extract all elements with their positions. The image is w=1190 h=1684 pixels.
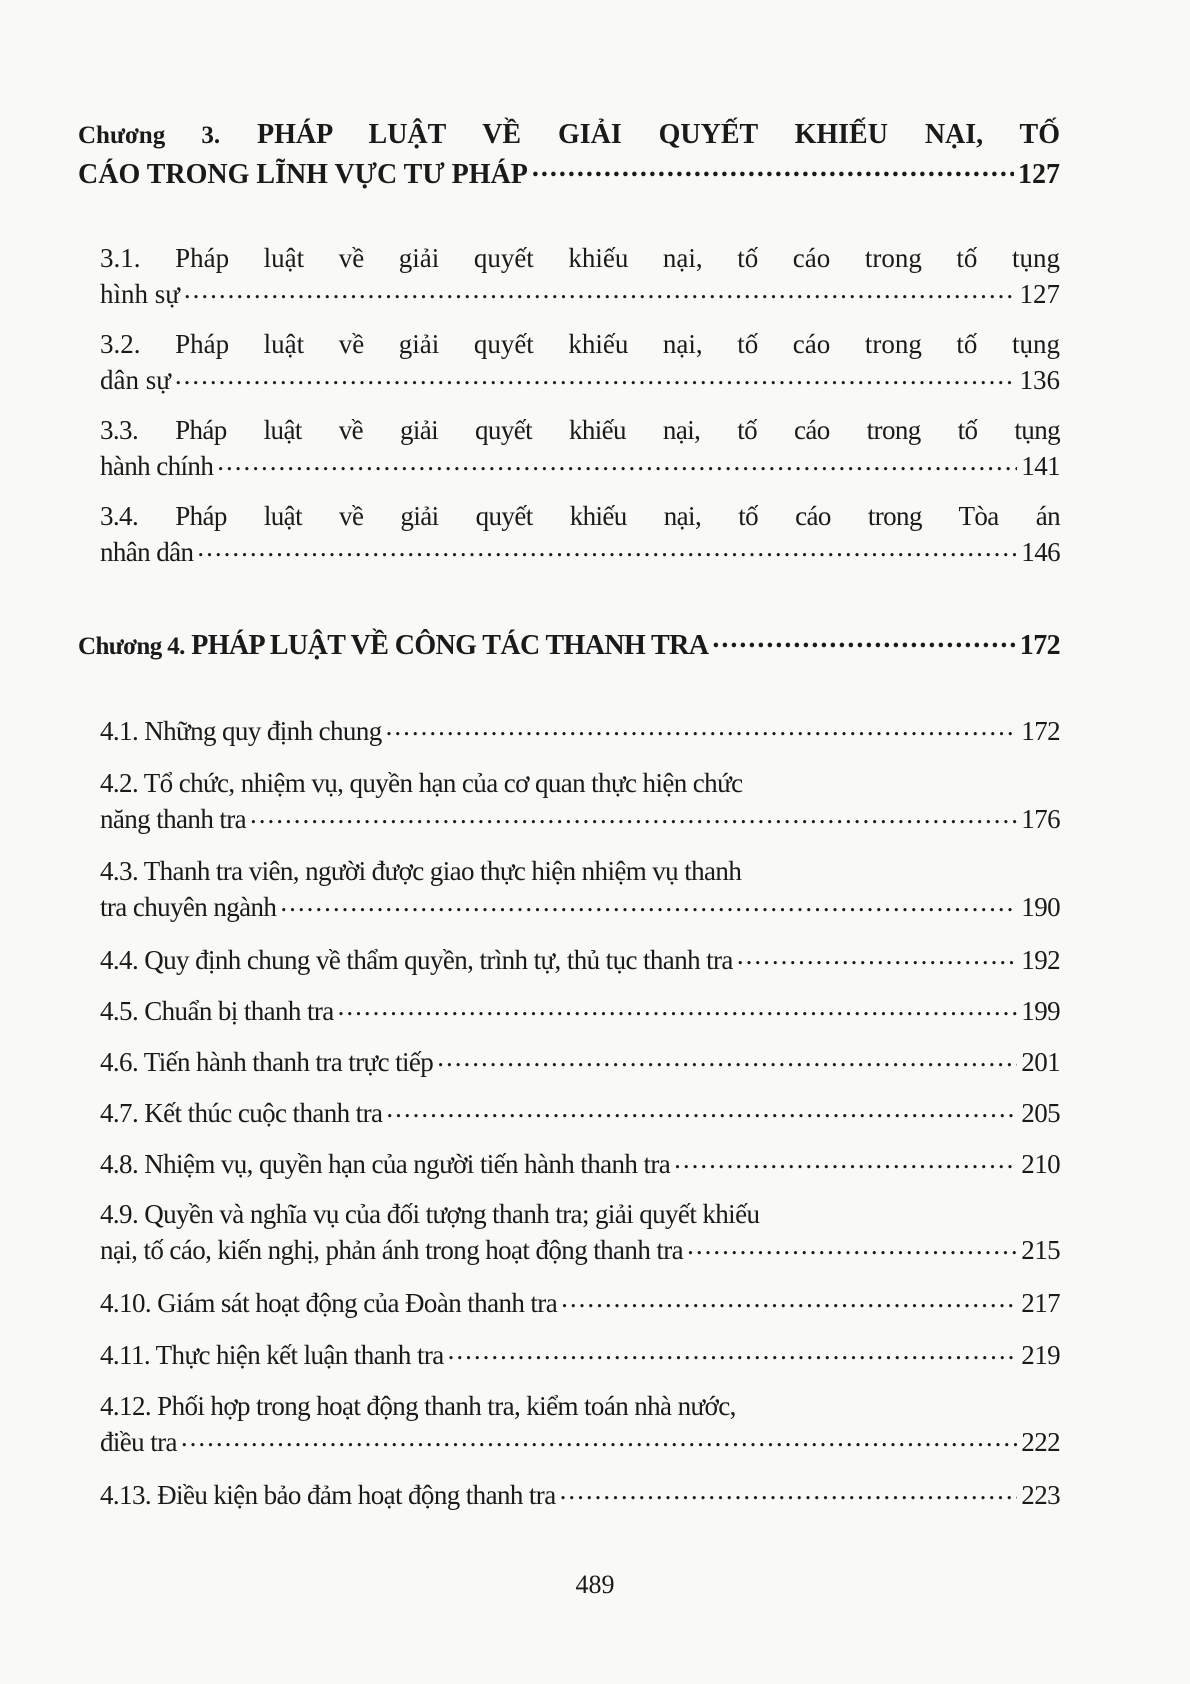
toc-entry-4-2 bbox=[100, 765, 1060, 837]
entry-leader-line bbox=[100, 1337, 1060, 1373]
entry-page: 176 bbox=[1021, 804, 1060, 834]
toc-entry-4-11 bbox=[100, 1337, 1060, 1373]
chapter-4-title-text: PHÁP LUẬT VỀ CÔNG TÁC THANH TRA bbox=[191, 630, 709, 661]
toc-entry-3-4 bbox=[100, 498, 1060, 570]
chapter-4-heading bbox=[78, 626, 1060, 666]
entry-title: 4.10. Giám sát hoạt động của Đoàn thanh tra bbox=[100, 1288, 558, 1318]
entry-leader-line bbox=[100, 713, 1060, 749]
dot-leader bbox=[737, 942, 1017, 969]
toc-entry-4-9 bbox=[100, 1196, 1060, 1268]
dot-leader bbox=[560, 1477, 1018, 1504]
dot-leader bbox=[437, 1044, 1017, 1071]
entry-leader-line bbox=[100, 1424, 1060, 1460]
entry-title-cont: hình sự bbox=[100, 279, 180, 309]
toc-entry-4-5 bbox=[100, 993, 1060, 1029]
entry-page: 146 bbox=[1021, 537, 1060, 567]
entry-title: 4.1. Những quy định chung bbox=[100, 716, 382, 746]
chapter-4-title bbox=[78, 627, 708, 666]
chapter-3-title-part1: PHÁP LUẬT VỀ GIẢI QUYẾT KHIẾU NẠI, TỐ bbox=[256, 119, 1060, 150]
dot-leader bbox=[338, 993, 1018, 1020]
entry-page: 127 bbox=[1019, 279, 1060, 309]
dot-leader bbox=[280, 889, 1017, 916]
entry-leader-line bbox=[100, 889, 1060, 925]
toc-entry-4-1 bbox=[100, 713, 1060, 749]
entry-leader-line bbox=[100, 534, 1060, 570]
entry-leader-line bbox=[100, 1146, 1060, 1182]
entry-leader-line bbox=[100, 942, 1060, 978]
chapter-4-prefix: Chương 4. bbox=[78, 633, 185, 660]
entry-title-cont: nại, tố cáo, kiến nghị, phản ánh trong hoạt động thanh tra bbox=[100, 1235, 684, 1265]
toc-entry-4-3 bbox=[100, 853, 1060, 925]
entry-title: 4.5. Chuẩn bị thanh tra bbox=[100, 996, 334, 1026]
chapter-3-title-part2: CÁO TRONG LĨNH VỰC TƯ PHÁP bbox=[78, 159, 528, 190]
entry-title: 3.4. Pháp luật về giải quyết khiếu nại, tố cáo trong Tòa án bbox=[100, 501, 1060, 531]
entry-page: 201 bbox=[1021, 1047, 1060, 1077]
dot-leader bbox=[217, 448, 1017, 475]
entry-leader-line bbox=[100, 993, 1060, 1029]
entry-title: 4.6. Tiến hành thanh tra trực tiếp bbox=[100, 1047, 434, 1077]
entry-title: 4.12. Phối hợp trong hoạt động thanh tra, kiểm toán nhà nước, bbox=[100, 1391, 736, 1421]
chapter-3-title-line2 bbox=[78, 155, 1060, 194]
chapter-4-title-line bbox=[78, 626, 1060, 666]
entry-title: 4.13. Điều kiện bảo đảm hoạt động thanh tra bbox=[100, 1480, 556, 1510]
entry-page: 136 bbox=[1019, 365, 1060, 395]
entry-title-cont: điều tra bbox=[100, 1427, 177, 1457]
entry-leader-line bbox=[100, 1477, 1060, 1513]
entry-page: 199 bbox=[1021, 996, 1060, 1026]
chapter-3-title-line1 bbox=[78, 116, 1060, 155]
entry-page: 223 bbox=[1021, 1480, 1060, 1510]
entry-title: 4.2. Tổ chức, nhiệm vụ, quyền hạn của cơ quan thực hiện chức bbox=[100, 768, 743, 798]
chapter-3-heading bbox=[78, 116, 1060, 194]
dot-leader bbox=[561, 1285, 1017, 1312]
entry-title: 4.9. Quyền và nghĩa vụ của đối tượng thanh tra; giải quyết khiếu bbox=[100, 1199, 760, 1229]
chapter-3-page: 127 bbox=[1018, 159, 1060, 190]
toc-entry-4-13 bbox=[100, 1477, 1060, 1513]
entry-leader-line bbox=[100, 448, 1060, 484]
dot-leader bbox=[687, 1232, 1017, 1259]
dot-leader bbox=[197, 534, 1017, 561]
entry-title-cont: hành chính bbox=[100, 451, 214, 481]
entry-leader-line bbox=[100, 1232, 1060, 1268]
entry-page: 205 bbox=[1021, 1098, 1060, 1128]
entry-title: 4.3. Thanh tra viên, người được giao thực hiện nhiệm vụ thanh bbox=[100, 856, 742, 886]
toc-entry-3-1 bbox=[100, 240, 1060, 312]
dot-leader bbox=[712, 626, 1015, 654]
dot-leader bbox=[674, 1146, 1017, 1173]
entry-title: 3.1. Pháp luật về giải quyết khiếu nại, tố cáo trong tố tụng bbox=[100, 243, 1060, 273]
toc-entry-4-12 bbox=[100, 1388, 1060, 1460]
entry-page: 217 bbox=[1021, 1288, 1060, 1318]
entry-title-cont: năng thanh tra bbox=[100, 804, 247, 834]
entry-title: 4.8. Nhiệm vụ, quyền hạn của người tiến hành thanh tra bbox=[100, 1149, 671, 1179]
dot-leader bbox=[250, 801, 1017, 828]
entry-page: 219 bbox=[1021, 1340, 1060, 1370]
entry-title-cont: tra chuyên ngành bbox=[100, 892, 277, 922]
dot-leader bbox=[448, 1337, 1018, 1364]
entry-page: 222 bbox=[1021, 1427, 1060, 1457]
entry-leader-line bbox=[100, 801, 1060, 837]
entry-title: 4.4. Quy định chung về thẩm quyền, trình tự, thủ tục thanh tra bbox=[100, 945, 733, 975]
toc-entry-4-10 bbox=[100, 1285, 1060, 1321]
toc-entry-4-6 bbox=[100, 1044, 1060, 1080]
entry-page: 190 bbox=[1021, 892, 1060, 922]
entry-title: 4.7. Kết thúc cuộc thanh tra bbox=[100, 1098, 383, 1128]
dot-leader bbox=[175, 362, 1016, 389]
toc-entry-4-7 bbox=[100, 1095, 1060, 1131]
chapter-4-page: 172 bbox=[1019, 630, 1060, 661]
entry-leader-line bbox=[100, 1095, 1060, 1131]
entry-page: 215 bbox=[1021, 1235, 1060, 1265]
chapter-3-prefix: Chương 3. bbox=[78, 122, 221, 149]
toc-entry-4-8 bbox=[100, 1146, 1060, 1182]
entry-page: 172 bbox=[1021, 716, 1060, 746]
toc-entry-3-2 bbox=[100, 326, 1060, 398]
dot-leader bbox=[386, 713, 1018, 740]
entry-leader-line bbox=[100, 1044, 1060, 1080]
dot-leader bbox=[181, 1424, 1017, 1451]
page-number: 489 bbox=[575, 1570, 615, 1599]
entry-leader-line bbox=[100, 1285, 1060, 1321]
entry-title: 3.3. Pháp luật về giải quyết khiếu nại, tố cáo trong tố tụng bbox=[100, 415, 1060, 445]
dot-leader bbox=[386, 1095, 1017, 1122]
entry-page: 210 bbox=[1021, 1149, 1060, 1179]
entry-leader-line bbox=[100, 362, 1060, 398]
toc-entry-3-3 bbox=[100, 412, 1060, 484]
entry-page: 192 bbox=[1021, 945, 1060, 975]
dot-leader bbox=[184, 276, 1016, 303]
dot-leader bbox=[532, 155, 1014, 183]
toc-entry-4-4 bbox=[100, 942, 1060, 978]
entry-title-cont: dân sự bbox=[100, 365, 171, 395]
entry-title: 3.2. Pháp luật về giải quyết khiếu nại, tố cáo trong tố tụng bbox=[100, 329, 1060, 359]
entry-page: 141 bbox=[1021, 451, 1060, 481]
entry-title: 4.11. Thực hiện kết luận thanh tra bbox=[100, 1340, 444, 1370]
entry-title-cont: nhân dân bbox=[100, 537, 194, 567]
entry-leader-line bbox=[100, 276, 1060, 312]
